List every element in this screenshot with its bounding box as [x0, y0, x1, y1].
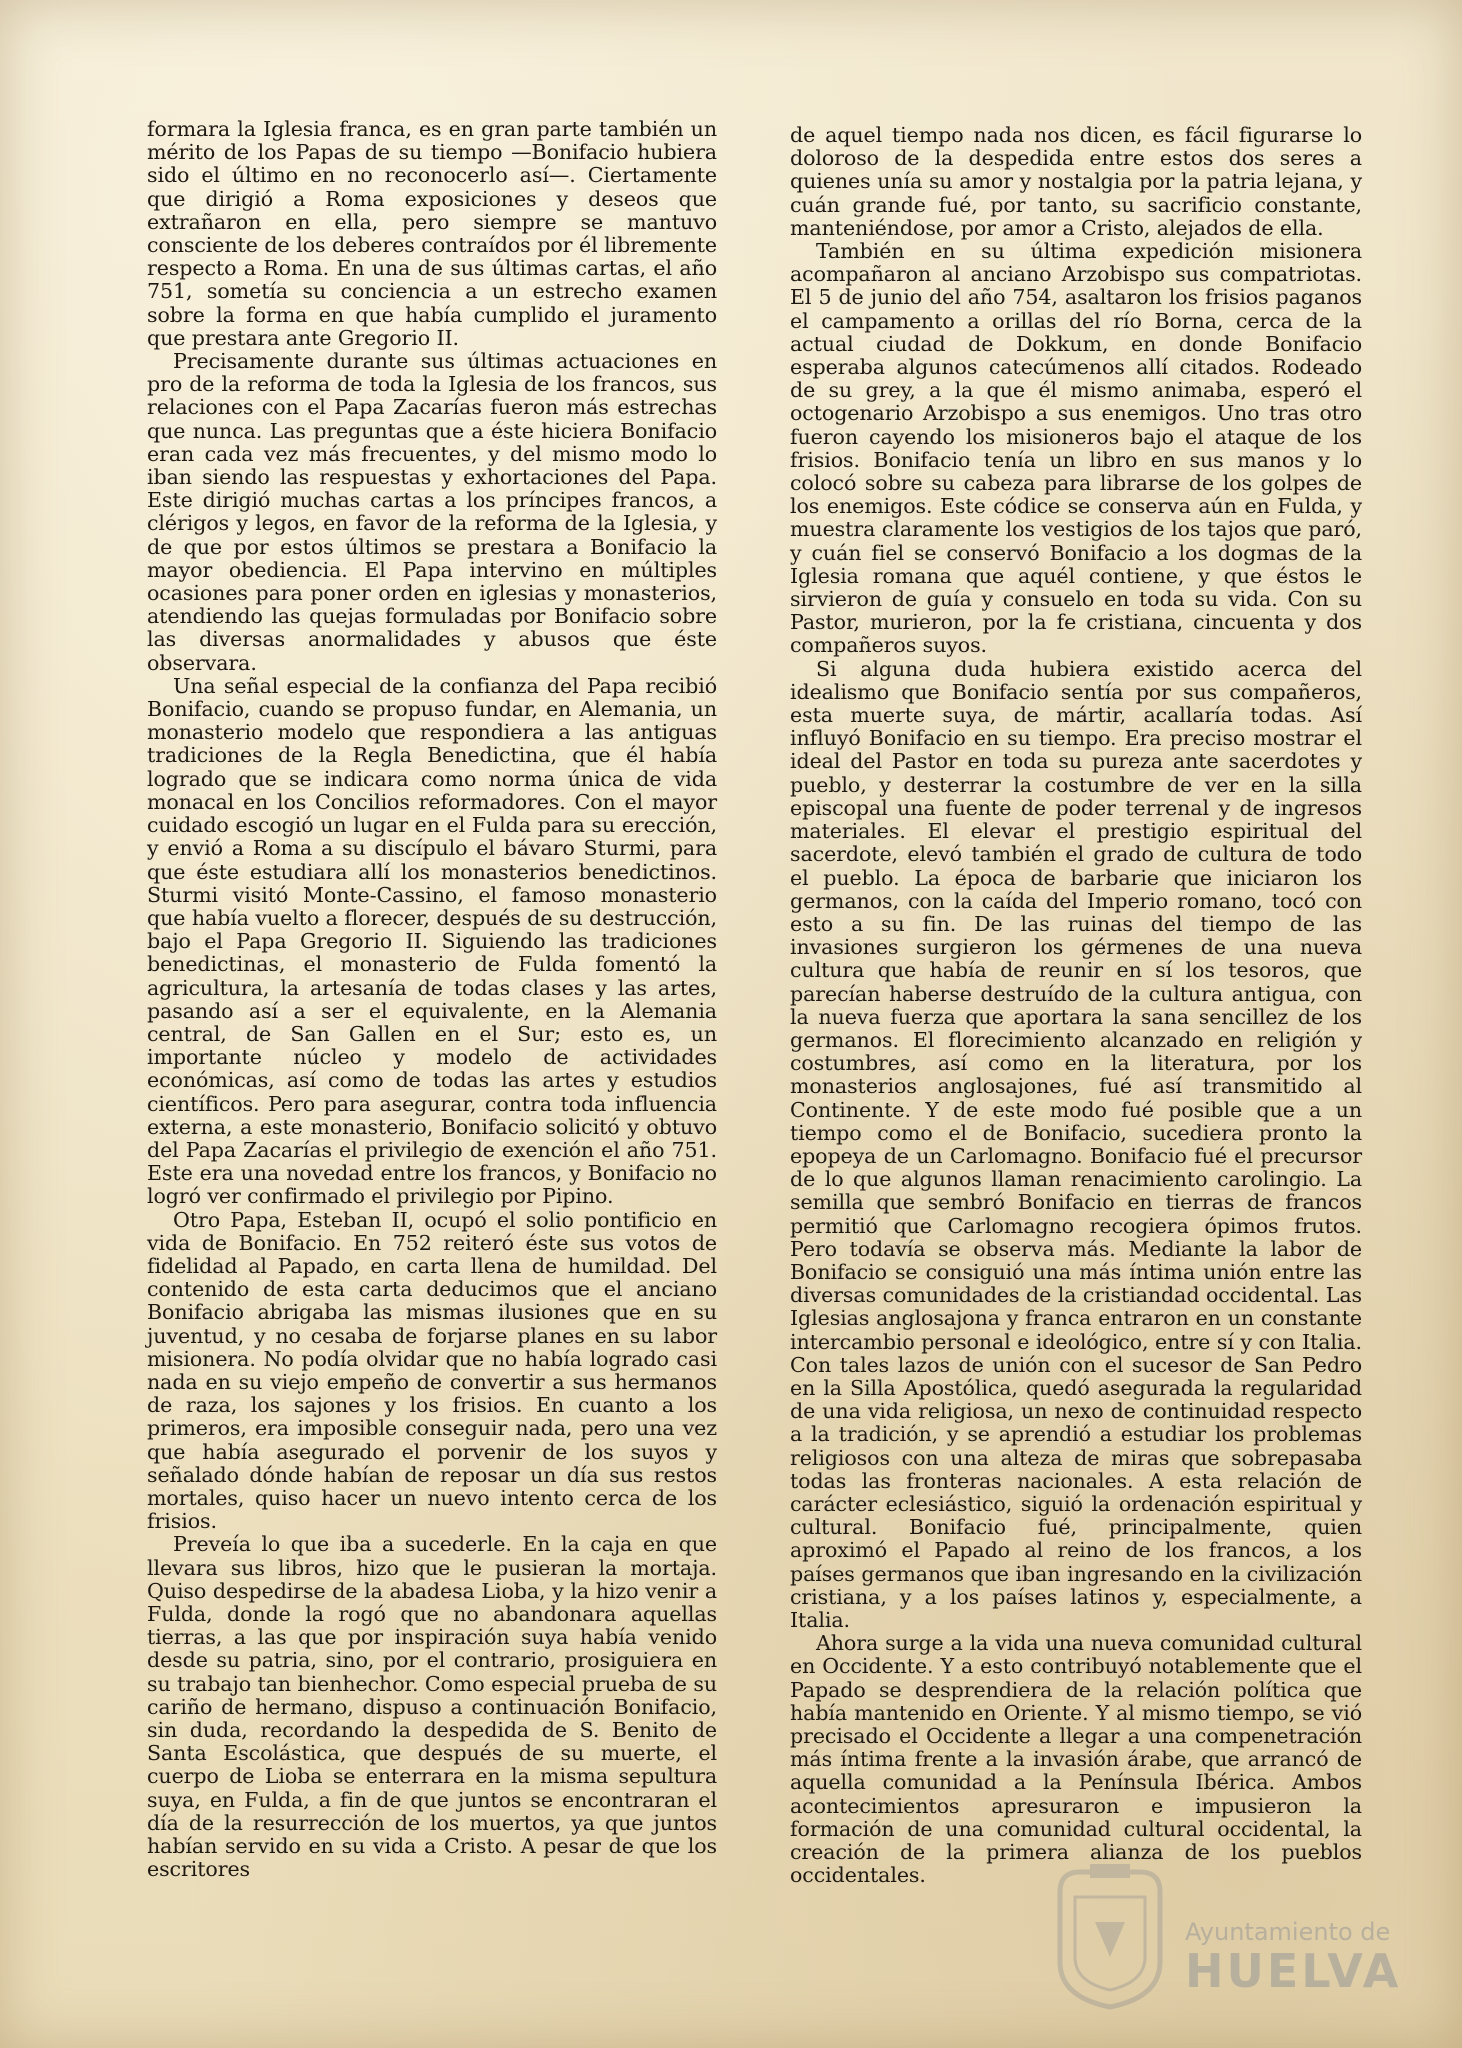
paragraph: Ahora surge a la vida una nueva comunidad cultural en Occidente. Y a esto contribuyó notablemente que el Papado se desprendiera de la relación política que había mantenido en Oriente. Y al mismo tiempo, se vió precisado el Occidente a llegar a una compenetración más íntima frente a la invasión árabe, que arrancó de aquella comunidad a la Península Ibérica. Ambos acontecimientos apresuraron e impusieron la formación de una comunidad cultural occidental, la creación de la primera alianza de los pueblos occidentales. — [790, 1631, 1362, 1888]
paragraph: Preveía lo que iba a sucederle. En la caja en que llevara sus libros, hizo que le pusieran la mortaja. Quiso despedirse de la abadesa Lioba, y la hizo venir a Fulda, donde la rogó que no abandonara aquellas tierras, a las que por inspiración suya había venido desde su patria, sino, por el contrario, prosiguiera en su trabajo tan bienhechor. Como especial prueba de su cariño de hermano, dispuso a continuación Bonifacio, sin duda, recordando la despedida de S. Benito de Santa Escolástica, que después de su muerte, el cuerpo de Lioba se enterrara en la misma sepultura suya, en Fulda, a fin de que juntos se encontraran el día de la resurrección de los muertos, ya que juntos habían servido en su vida a Cristo. A pesar de que los escritores — [147, 1532, 717, 1882]
watermark-line2: HUELVA — [1185, 1944, 1402, 1998]
left-text-column — [147, 118, 717, 1881]
right-text-column — [790, 124, 1362, 1887]
city-seal-icon — [1050, 1862, 1170, 2012]
paragraph: Una señal especial de la confianza del Papa recibió Bonifacio, cuando se propuso fundar, en Alemania, un monasterio modelo que respondiera a las antiguas tradiciones de la Regla Benedictina, que él había logrado que se indicara como norma única de vida monacal en los Concilios reformadores. Con el mayor cuidado escogió un lugar en el Fulda para su erección, y envió a Roma a su discípulo el bávaro Sturmi, para que éste estudiara allí los monasterios benedictinos. Sturmi visitó Monte-Cassino, el famoso monasterio que había vuelto a florecer, después de su destrucción, bajo el Papa Gregorio II. Siguiendo las tradiciones benedictinas, el monasterio de Fulda fomentó la agricultura, la artesanía de todas clases y las artes, pasando así a ser el equivalente, en la Alemania central, de San Gallen en el Sur; esto es, un importante núcleo y modelo de actividades económicas, así como de todas las artes y estudios científicos. Pero para asegurar, contra toda influencia externa, a este monasterio, Bonifacio solicitó y obtuvo del Papa Zacarías el privilegio de exención el año 751. Este era una novedad entre los francos, y Bonifacio no logró ver confirmado el privilegio por Pipino. — [147, 673, 717, 1209]
watermark — [1185, 1918, 1445, 1996]
paragraph: Si alguna duda hubiera existido acerca del idealismo que Bonifacio sentía por sus compañeros, esta muerte suya, de mártir, acallaría todas. Así influyó Bonifacio en su tiempo. Era preciso mostrar el ideal del Pastor en toda su pureza ante sacerdotes y pueblo, y desterrar la costumbre de ver en la silla episcopal una fuente de poder terrenal y de ingresos materiales. El elevar el prestigio espiritual del sacerdote, elevó también el grado de cultura de todo el pueblo. La época de barbarie que iniciaron los germanos, con la caída del Imperio romano, tocó con esto a su fin. De las ruinas del tiempo de las invasiones surgieron los gérmenes de una nueva cultura que había de reunir en sí los tesoros, que parecían haberse destruído de la cultura antigua, con la nueva fuerza que aportara la sana sencillez de los germanos. El florecimiento alcanzado en religión y costumbres, así como en la literatura, por los monasterios anglosajones, fué así transmitido al Continente. Y de este modo fué posible que a un tiempo como el de Bonifacio, sucediera pronto la epopeya de un Carlomagno. Bonifacio fué el precursor de lo que algunos llaman renacimiento carolingio. La semilla que sembró Bonifacio en tierras de francos permitió que Carlomagno recogiera ópimos frutos. Pero todavía se observa más. Mediante la labor de Bonifacio se consiguió una más íntima unión entre las diversas comunidades de la cristiandad occidental. Las Iglesias anglosajona y franca entraron en un constante intercambio personal e ideológico, entre sí y con Italia. Con tales lazos de unión con el sucesor de San Pedro en la Silla Apostólica, quedó asegurada la regularidad de una vida religiosa, un nexo de continuidad respecto a la tradición, y se aprendió a estudiar los problemas religiosos con una alteza de miras que sobrepasaba todas las fronteras nacionales. A esta relación de carácter eclesiástico, siguió la ordenación espiritual y cultural. Bonifacio fué, principalmente, quien aproximó el Papado al reino de los francos, a los países germanos que iban ingresando en la civilización cristiana, y a los países latinos y, especialmente, a Italia. — [790, 656, 1362, 1632]
paragraph: Otro Papa, Esteban II, ocupó el solio pontificio en vida de Bonifacio. En 752 reiteró éste sus votos de fidelidad al Papado, en carta llena de humildad. Del contenido de esta carta deducimos que el anciano Bonifacio abrigaba las mismas ilusiones que en su juventud, y no cesaba de forjarse planes en su labor misionera. No podía olvidar que no había logrado casi nada en su viejo empeño de convertir a sus hermanos de raza, los sajones y los frisios. En cuanto a los primeros, era imposible conseguir nada, pero una vez que había asegurado el porvenir de los suyos y señalado dónde habían de reposar un día sus restos mortales, quiso hacer un nuevo intento cerca de los frisios. — [147, 1207, 717, 1534]
paragraph: También en su última expedición misionera acompañaron al anciano Arzobispo sus compatriotas. El 5 de junio del año 754, asaltaron los frisios paganos el campamento a orillas del río Borna, cerca de la actual ciudad de Dokkum, en donde Bonifacio esperaba algunos catecúmenos allí citados. Rodeado de su grey, a la que él mismo animaba, esperó el octogenario Arzobispo a sus enemigos. Uno tras otro fueron cayendo los misioneros bajo el ataque de los frisios. Bonifacio tenía un libro en sus manos y lo colocó sobre su cabeza para librarse de los golpes de los enemigos. Este códice se conserva aún en Fulda, y muestra claramente los vestigios de los tajos que paró, y cuán fiel se conservó Bonifacio a los dogmas de la Iglesia romana que aquél contiene, y que éstos le sirvieron de guía y consuelo en toda su vida. Con su Pastor, murieron, por la fe cristiana, cincuenta y dos compañeros suyos. — [790, 239, 1362, 658]
paragraph: formara la Iglesia franca, es en gran parte también un mérito de los Papas de su tiempo —Bonifacio hubiera sido el último en no reconocerlo así—. Ciertamente que dirigió a Roma exposiciones y deseos que extrañaron en ella, pero siempre se mantuvo consciente de los deberes contraídos por él libremente respecto a Roma. En una de sus últimas cartas, el año 751, sometía su conciencia a un estrecho examen sobre la forma en que había cumplido el juramento que prestara ante Gregorio II. — [147, 117, 717, 350]
watermark-line1: Ayuntamiento de — [1185, 1918, 1391, 1946]
paragraph: de aquel tiempo nada nos dicen, es fácil figurarse lo doloroso de la despedida entre estos dos seres a quienes unía su amor y nostalgia por la patria lejana, y cuán grande fué, por tanto, su sacrificio constante, manteniéndose, por amor a Cristo, alejados de ella. — [790, 123, 1362, 240]
paragraph: Precisamente durante sus últimas actuaciones en pro de la reforma de toda la Iglesia de los francos, sus relaciones con el Papa Zacarías fueron más estrechas que nunca. Las preguntas que a éste hiciera Bonifacio eran cada vez más frecuentes, y del mismo modo lo iban siendo las respuestas y exhortaciones del Papa. Este dirigió muchas cartas a los príncipes francos, a clérigos y legos, en favor de la reforma de la Iglesia, y de que por estos últimos se prestara a Bonifacio la mayor obediencia. El Papa intervino en múltiples ocasiones para poner orden en iglesias y monasterios, atendiendo las quejas formuladas por Bonifacio sobre las diversas anormalidades y abusos que éste observara. — [147, 349, 717, 675]
